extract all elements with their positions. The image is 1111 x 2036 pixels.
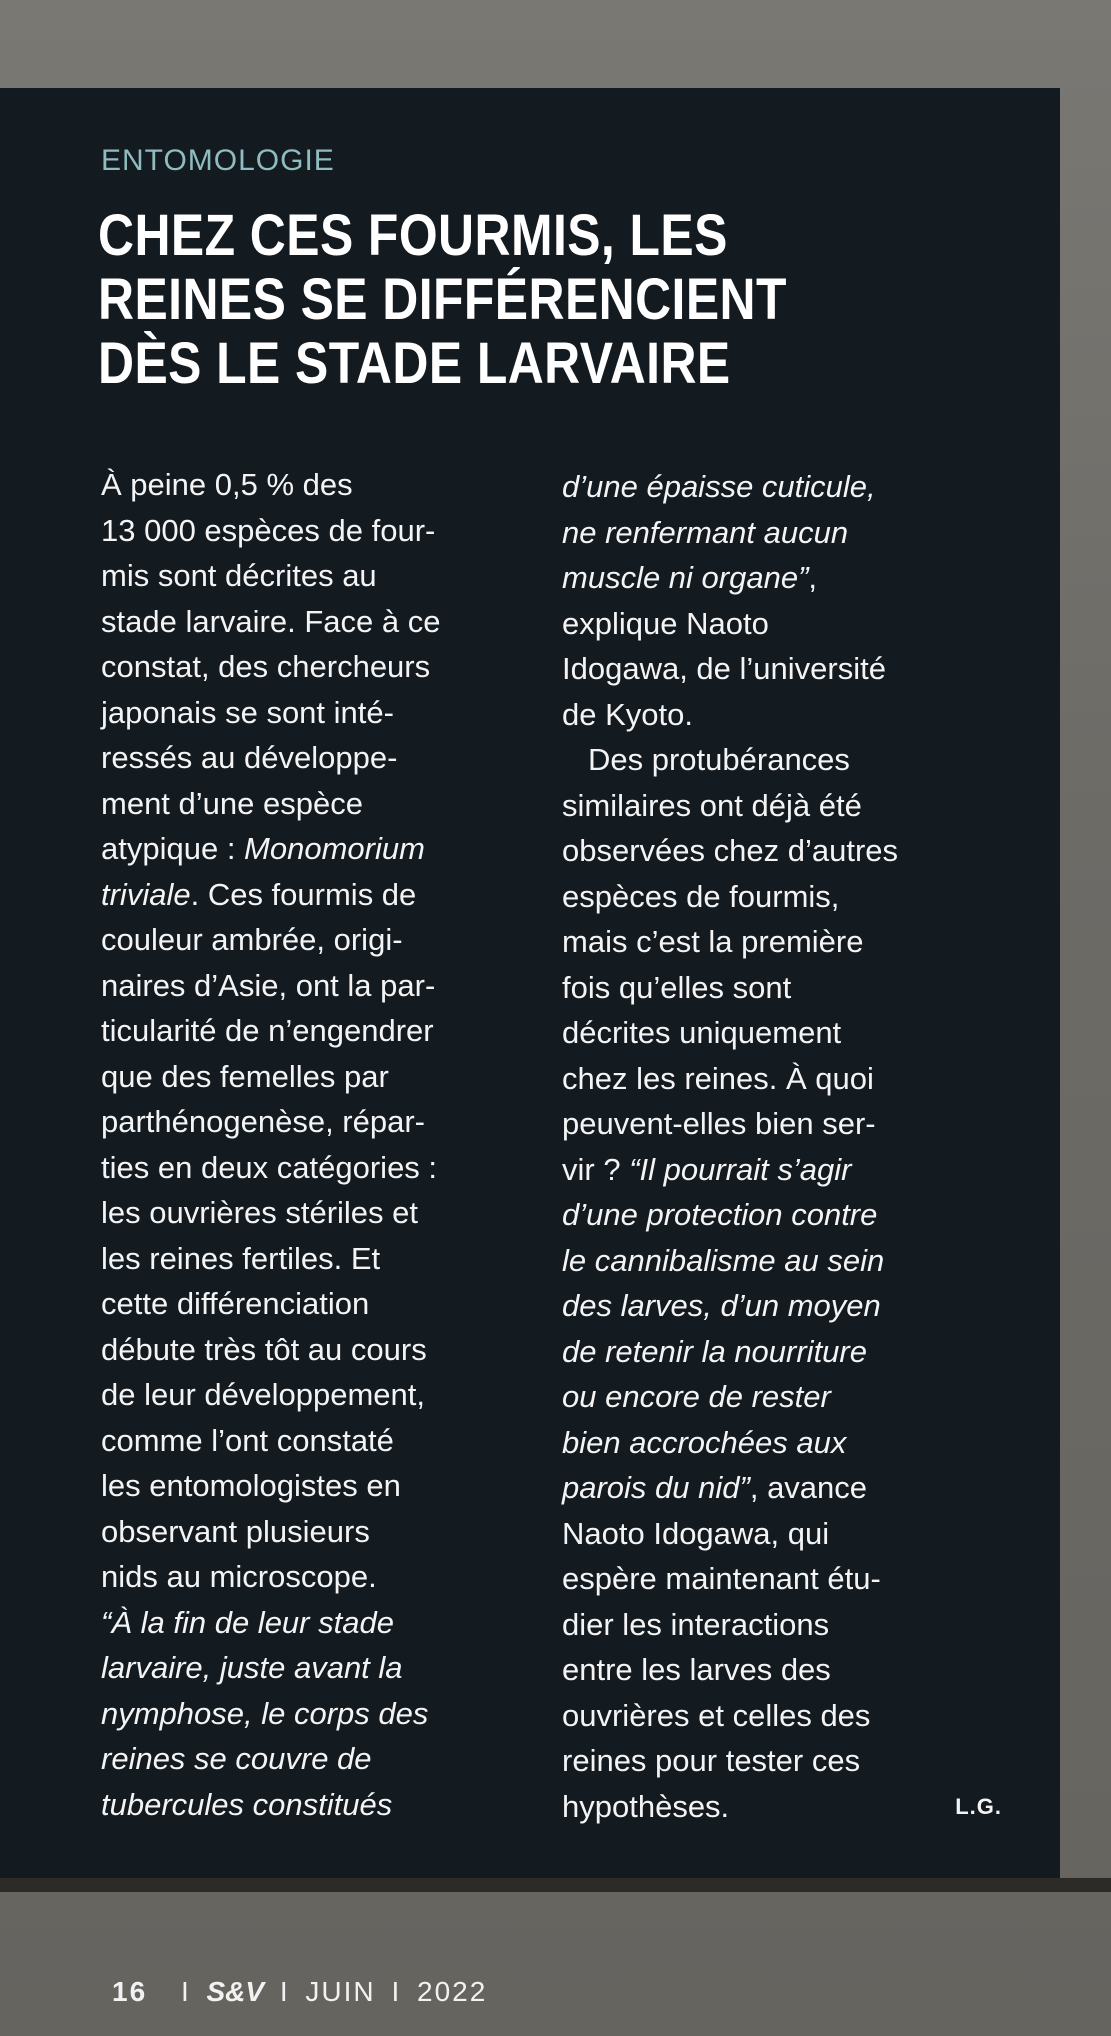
text-line bbox=[101, 1372, 541, 1418]
text-line bbox=[562, 692, 1002, 738]
text-line bbox=[101, 1008, 541, 1054]
line-text: de Kyoto. bbox=[562, 696, 693, 732]
text-line bbox=[101, 1736, 541, 1782]
text-line bbox=[101, 1509, 541, 1555]
text-line bbox=[101, 1600, 541, 1646]
text-line bbox=[562, 1192, 1002, 1238]
text-line bbox=[562, 510, 1002, 556]
footer-separator: I bbox=[391, 1976, 402, 2007]
footer-separator: I bbox=[180, 1976, 191, 2007]
headline-line: CHEZ CES FOURMIS, LES bbox=[98, 203, 728, 268]
line-text: , bbox=[808, 560, 818, 595]
line-text: de leur développement, bbox=[101, 1377, 426, 1412]
line-text: ouvrières et celles des bbox=[562, 1697, 871, 1733]
footer-separator: I bbox=[279, 1976, 290, 2007]
line-text: ment d’une espèce bbox=[101, 785, 363, 821]
italic-text: le cannibalisme au sein bbox=[562, 1242, 885, 1278]
magazine-logo: S&V bbox=[206, 1976, 265, 2007]
text-line bbox=[101, 462, 541, 508]
line-text: nids au microscope. bbox=[101, 1559, 377, 1594]
text-line bbox=[101, 1782, 541, 1828]
text-line bbox=[101, 644, 541, 690]
line-text: que des femelles par bbox=[101, 1058, 389, 1094]
line-text: Naoto Idogawa, qui bbox=[562, 1515, 830, 1551]
text-line bbox=[562, 1693, 1002, 1739]
text-line bbox=[562, 965, 1002, 1011]
headline-line: DÈS LE STADE LARVAIRE bbox=[98, 331, 731, 396]
text-line bbox=[562, 1465, 1002, 1511]
text-line bbox=[562, 1784, 1002, 1830]
issue-year: 2022 bbox=[417, 1976, 488, 2007]
line-text: Des protubérances bbox=[588, 742, 850, 777]
text-line bbox=[562, 1374, 1002, 1420]
line-text: parthénogenèse, répar- bbox=[101, 1104, 426, 1139]
line-text: vir ? bbox=[562, 1151, 630, 1187]
text-line bbox=[562, 646, 1002, 692]
italic-text: d’une protection contre bbox=[562, 1197, 878, 1232]
line-text: ressés au développe- bbox=[101, 740, 398, 775]
line-text: naires d’Asie, ont la par- bbox=[101, 967, 436, 1003]
text-line bbox=[562, 1283, 1002, 1329]
text-line bbox=[101, 553, 541, 599]
text-line bbox=[101, 1190, 541, 1236]
text-line bbox=[101, 1327, 541, 1373]
text-line bbox=[562, 1329, 1002, 1375]
line-text: ticularité de n’engendrer bbox=[101, 1013, 434, 1048]
line-text: similaires ont déjà été bbox=[562, 787, 862, 823]
italic-text: des larves, d’un moyen bbox=[562, 1288, 881, 1323]
line-text: Idogawa, de l’université bbox=[562, 651, 886, 686]
line-text: espèces de fourmis, bbox=[562, 878, 840, 914]
italic-text: d’une épaisse cuticule, bbox=[562, 469, 876, 504]
line-text: espère maintenant étu- bbox=[562, 1561, 881, 1596]
italic-text: parois du nid” bbox=[562, 1470, 750, 1505]
text-line bbox=[101, 1645, 541, 1691]
text-line bbox=[562, 1602, 1002, 1648]
text-line bbox=[101, 1418, 541, 1464]
line-text: observant plusieurs bbox=[101, 1513, 370, 1549]
text-line bbox=[101, 735, 541, 781]
italic-text: reines se couvre de bbox=[101, 1741, 372, 1776]
text-line bbox=[562, 601, 1002, 647]
italic-text: Monomorium bbox=[244, 831, 425, 866]
italic-text: “Il pourrait s’agir bbox=[629, 1151, 852, 1187]
line-text: les ouvrières stériles et bbox=[101, 1195, 419, 1230]
text-line bbox=[101, 1099, 541, 1145]
text-line bbox=[562, 1647, 1002, 1693]
section-rubric: ENTOMOLOGIE bbox=[101, 144, 335, 177]
author-initials: L.G. bbox=[955, 1793, 1002, 1819]
text-line bbox=[101, 1281, 541, 1327]
text-line bbox=[101, 826, 541, 872]
text-line bbox=[562, 737, 1002, 783]
text-line bbox=[562, 1738, 1002, 1784]
italic-text: de retenir la nourriture bbox=[562, 1333, 867, 1369]
line-text: reines pour tester ces bbox=[562, 1743, 861, 1778]
line-text: japonais se sont inté- bbox=[101, 694, 394, 730]
line-text: débute très tôt au cours bbox=[101, 1331, 427, 1367]
text-line bbox=[562, 1238, 1002, 1284]
line-text: les entomologistes en bbox=[101, 1468, 401, 1503]
italic-text: ou encore de rester bbox=[562, 1379, 831, 1414]
issue-month: JUIN bbox=[305, 1976, 376, 2007]
text-line bbox=[562, 1101, 1002, 1147]
line-text: mis sont décrites au bbox=[101, 558, 377, 593]
italic-text: triviale bbox=[101, 876, 191, 912]
text-line bbox=[562, 1420, 1002, 1466]
line-text: les reines fertiles. Et bbox=[101, 1240, 381, 1276]
italic-text: nymphose, le corps des bbox=[101, 1695, 429, 1731]
line-text: À peine 0,5 % des bbox=[101, 467, 353, 502]
line-text: chez les reines. À quoi bbox=[562, 1060, 874, 1096]
line-text: 13 000 espèces de four- bbox=[101, 512, 436, 548]
line-text: entre les larves des bbox=[562, 1652, 831, 1687]
body-column-right bbox=[562, 464, 1002, 1829]
text-line bbox=[562, 828, 1002, 874]
article-headline bbox=[98, 204, 872, 396]
text-line bbox=[562, 1010, 1002, 1056]
text-line bbox=[101, 1463, 541, 1509]
text-line bbox=[101, 1554, 541, 1600]
panel-bottom-edge bbox=[0, 1878, 1111, 1892]
body-column-left bbox=[101, 462, 541, 1827]
line-text: , avance bbox=[749, 1470, 868, 1505]
line-text: hypothèses. bbox=[562, 1788, 730, 1824]
text-line bbox=[562, 783, 1002, 829]
headline-line: REINES SE DIFFÉRENCIENT bbox=[98, 267, 787, 332]
text-line bbox=[562, 1511, 1002, 1557]
line-text: décrites uniquement bbox=[562, 1015, 842, 1050]
text-line bbox=[562, 464, 1002, 510]
line-text: atypique : bbox=[101, 831, 245, 866]
line-text: peuvent-elles bien ser- bbox=[562, 1106, 876, 1141]
text-line bbox=[562, 1556, 1002, 1602]
line-text: explique Naoto bbox=[562, 605, 769, 641]
text-line bbox=[101, 963, 541, 1009]
text-line bbox=[562, 919, 1002, 965]
italic-text: muscle ni organe” bbox=[562, 560, 809, 595]
text-line bbox=[101, 917, 541, 963]
text-line bbox=[562, 1056, 1002, 1102]
line-text: comme l’ont constaté bbox=[101, 1422, 394, 1458]
text-line bbox=[101, 508, 541, 554]
text-line bbox=[101, 781, 541, 827]
italic-text: bien accrochées aux bbox=[562, 1424, 847, 1460]
text-line bbox=[562, 1147, 1002, 1193]
text-line bbox=[101, 690, 541, 736]
line-text: observées chez d’autres bbox=[562, 833, 899, 868]
text-line bbox=[562, 874, 1002, 920]
italic-text: tubercules constitués bbox=[101, 1786, 393, 1822]
text-line bbox=[101, 1054, 541, 1100]
text-line bbox=[101, 1236, 541, 1282]
line-text: dier les interactions bbox=[562, 1606, 830, 1642]
text-line bbox=[101, 1145, 541, 1191]
text-line bbox=[101, 1691, 541, 1737]
line-text: . Ces fourmis de bbox=[190, 876, 417, 912]
italic-text: “À la fin de leur stade bbox=[101, 1604, 394, 1640]
line-text: cette différenciation bbox=[101, 1286, 370, 1321]
line-text: ties en deux catégories : bbox=[101, 1149, 438, 1185]
line-text: constat, des chercheurs bbox=[101, 649, 431, 684]
page-number: 16 bbox=[112, 1976, 148, 2007]
text-line bbox=[101, 599, 541, 645]
line-text: mais c’est la première bbox=[562, 924, 864, 959]
line-text: couleur ambrée, origi- bbox=[101, 922, 403, 957]
italic-text: larvaire, juste avant la bbox=[101, 1650, 403, 1685]
line-text: fois qu’elles sont bbox=[562, 969, 792, 1005]
page-footer bbox=[112, 1976, 487, 2008]
text-line bbox=[101, 872, 541, 918]
line-text: stade larvaire. Face à ce bbox=[101, 603, 441, 639]
italic-text: ne renfermant aucun bbox=[562, 514, 849, 550]
text-line bbox=[562, 555, 1002, 601]
